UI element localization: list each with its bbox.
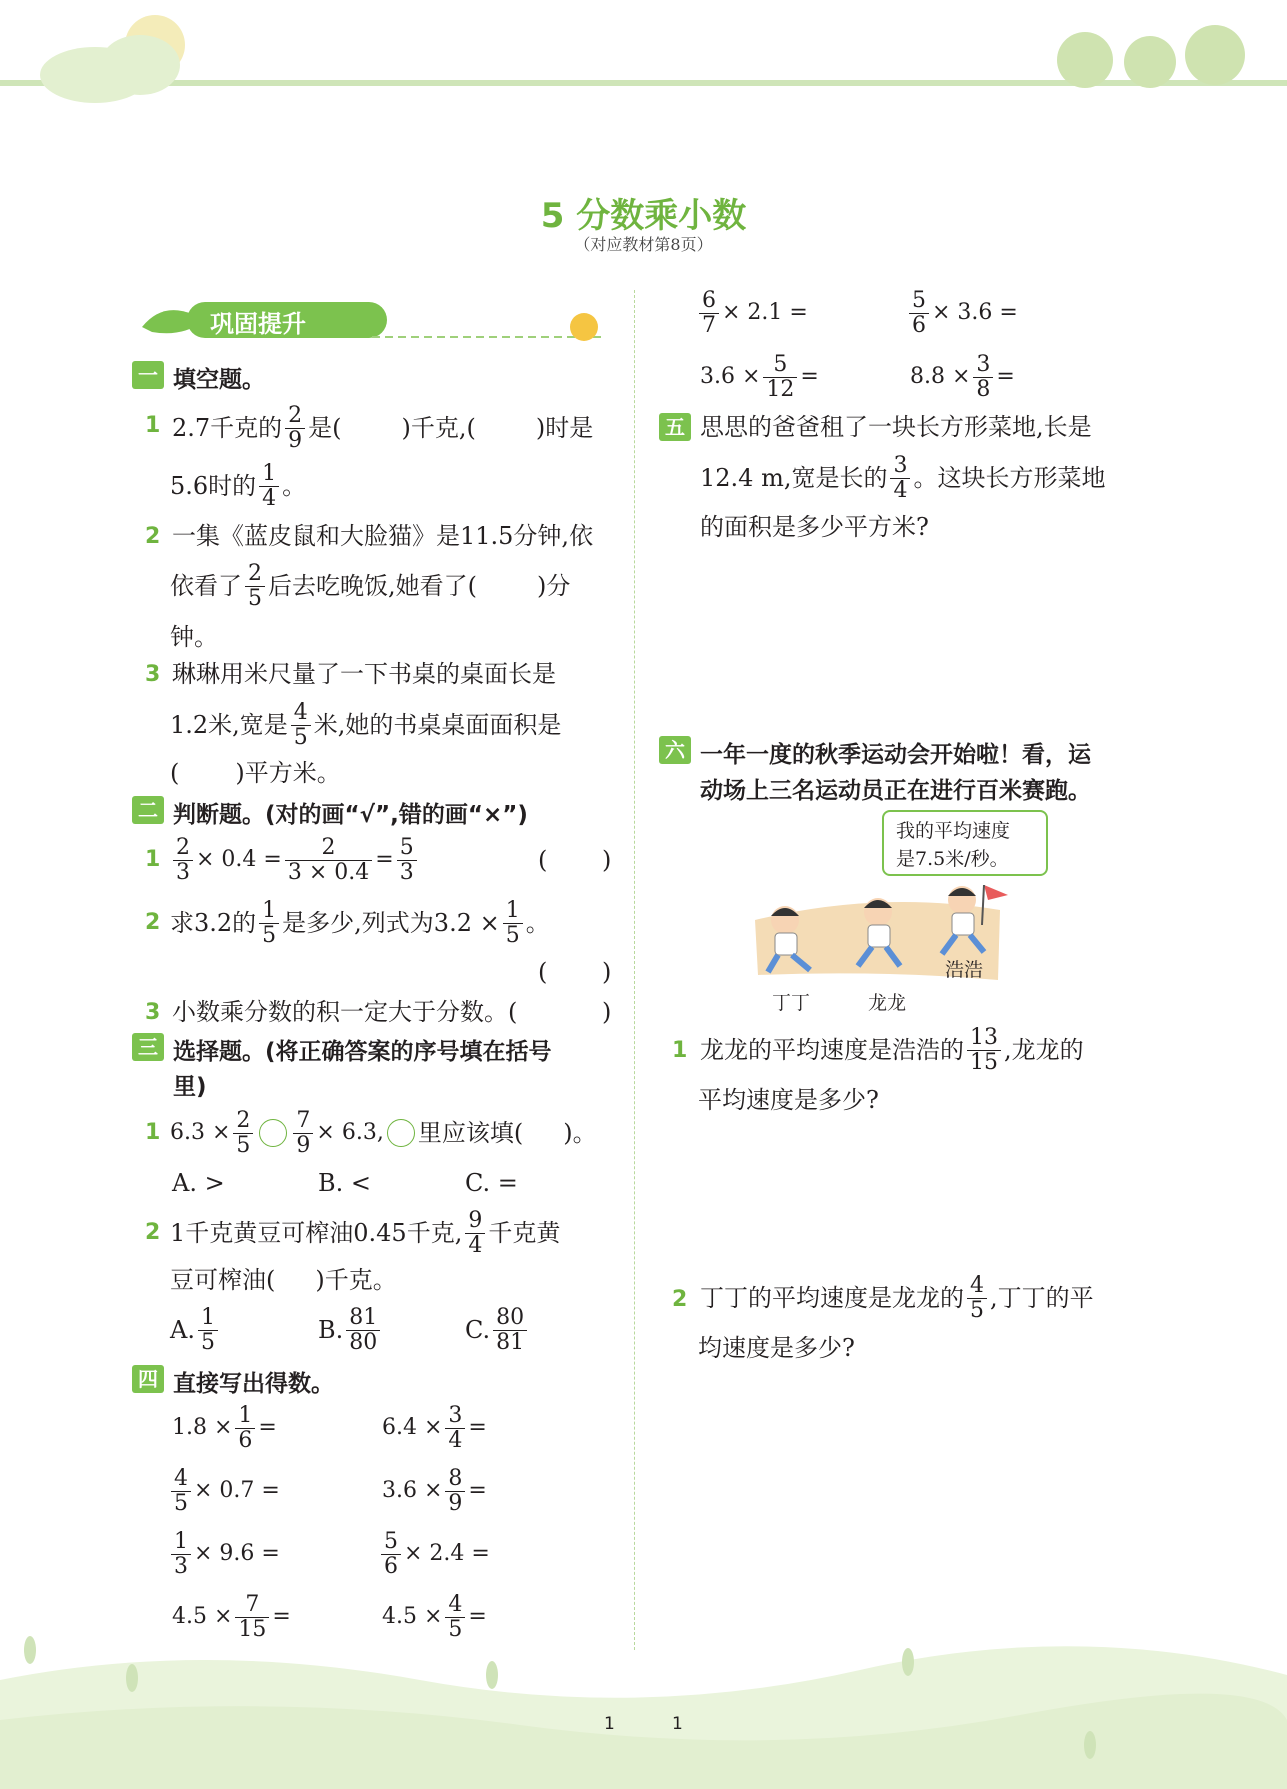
fraction: $\frac{2}{9}$ <box>285 404 305 453</box>
fraction: $\frac{2}{3 \times 0.4}$ <box>285 836 372 885</box>
judge-q2 <box>170 895 550 951</box>
label-longlong: 龙龙 <box>868 992 907 1014</box>
section-badge-3: 三 <box>132 1033 164 1061</box>
fill-q3-line1: 琳琳用米尺量了一下书桌的桌面长是 <box>172 660 556 688</box>
oral-item: $\frac{5}{6}$ × 3.6 = <box>906 285 1018 341</box>
fraction: $\frac{2}{5}$ <box>245 562 265 611</box>
answer-paren-close: ) <box>602 958 612 986</box>
section-title-3-line1: 选择题。(将正确答案的序号填在括号 <box>173 1039 552 1065</box>
text: 丁丁的平均速度是龙龙的 <box>700 1284 964 1312</box>
q6-sub1-line1 <box>700 1022 1084 1078</box>
section-title-3-line2: 里) <box>173 1074 207 1100</box>
question-number: 1 <box>145 847 161 872</box>
q6-sub2-line1 <box>700 1270 1094 1326</box>
fraction: $\frac{9}{4}$ <box>465 1209 485 1258</box>
q5-line1: 思思的爸爸租了一块长方形菜地,长是 <box>700 413 1092 441</box>
section-title-6-line2: 动场上三名运动员正在进行百米赛跑。 <box>700 778 1091 804</box>
label-dingding: 丁丁 <box>772 992 811 1014</box>
fill-q3-line3 <box>170 758 341 788</box>
text: × 6.3, <box>316 1120 384 1145</box>
text: ( <box>170 759 180 787</box>
oral-item: 4.5 × $\frac{4}{5}$ = <box>382 1591 487 1642</box>
section-title-6-line1: 一年一度的秋季运动会开始啦！看，运 <box>700 742 1091 768</box>
q5-line2 <box>700 450 1105 506</box>
text: )分 <box>537 572 571 600</box>
oral-item: $\frac{6}{7}$ × 2.1 = <box>696 285 808 341</box>
text: )千克。 <box>315 1266 397 1294</box>
speech-bubble <box>882 810 1048 876</box>
text: 1.2米,宽是 <box>170 711 288 739</box>
section-title-1: 填空题。 <box>173 367 265 393</box>
text: 12.4 m,宽是长的 <box>700 464 888 492</box>
header-decoration <box>0 0 1287 110</box>
oral-item: $\frac{5}{6}$ × 2.4 = <box>378 1526 490 1582</box>
text: )时是 <box>535 414 594 442</box>
text: 米,她的书桌桌面面积是 <box>313 711 562 739</box>
fill-q2-line3: 钟。 <box>170 623 218 651</box>
oral-item: 6.4 × $\frac{3}{4}$ = <box>382 1402 487 1453</box>
section-badge-4: 四 <box>132 1365 164 1393</box>
question-number: 1 <box>672 1038 688 1063</box>
choice-q2-line1 <box>170 1205 560 1261</box>
question-number: 3 <box>145 1000 161 1025</box>
judge-q3: 小数乘分数的积一定大于分数。( <box>172 998 518 1026</box>
q5-line3: 的面积是多少平方米? <box>700 513 929 541</box>
question-number: 3 <box>145 662 161 687</box>
text: 1千克黄豆可榨油0.45千克, <box>170 1219 463 1247</box>
text: 。 <box>282 472 307 500</box>
text: 千克黄 <box>488 1219 561 1247</box>
answer-paren-open: ( <box>538 846 548 874</box>
fraction: $\frac{1}{5}$ <box>198 1306 218 1355</box>
choice-q2-option-a[interactable]: A. $\frac{1}{5}$ <box>170 1302 221 1358</box>
fill-q1-line1 <box>172 400 593 456</box>
fraction: $\frac{4}{5}$ <box>291 701 311 750</box>
oral-item: 3.6 × $\frac{8}{9}$ = <box>382 1465 487 1516</box>
answer-paren-close: ) <box>602 998 612 1026</box>
section-badge-1: 一 <box>132 361 164 389</box>
text: 里应该填( <box>417 1119 524 1147</box>
fraction: $\frac{2}{3}$ <box>173 836 193 885</box>
question-number: 2 <box>145 524 161 549</box>
footer-hills <box>0 1620 1287 1789</box>
fraction: $\frac{4}{5}$ <box>967 1274 987 1323</box>
fraction: $\frac{1}{5}$ <box>259 899 279 948</box>
label-haohao: 浩浩 <box>945 959 984 981</box>
page-number-right: 1 <box>672 1714 683 1734</box>
text: )平方米。 <box>235 759 341 787</box>
question-number: 2 <box>145 1220 161 1245</box>
answer-circle[interactable] <box>387 1119 415 1147</box>
oral-item: 3.6 × $\frac{5}{12}$ = <box>700 351 819 402</box>
text: = <box>375 847 394 872</box>
text: 求3.2的 <box>170 909 257 937</box>
q6-sub2-line2: 均速度是多少? <box>698 1334 855 1362</box>
text: ,龙龙的 <box>1004 1036 1084 1064</box>
text: 是( <box>308 414 342 442</box>
text: 6.3 × <box>170 1120 231 1145</box>
text: )。 <box>563 1119 597 1147</box>
answer-circle[interactable] <box>259 1119 287 1147</box>
choice-q1 <box>170 1105 597 1161</box>
question-number: 1 <box>145 1120 161 1145</box>
fraction: $\frac{2}{5}$ <box>233 1109 253 1158</box>
answer-paren-open: ( <box>538 958 548 986</box>
choice-q1-option-b[interactable]: B. < <box>318 1169 372 1197</box>
answer-paren-close: ) <box>602 846 612 874</box>
fraction: $\frac{5}{3}$ <box>397 836 417 885</box>
oral-item: 8.8 × $\frac{3}{8}$ = <box>910 351 1015 402</box>
text: × 0.4 = <box>196 847 282 872</box>
choice-q2-option-c[interactable]: C. $\frac{80}{81}$ <box>465 1302 530 1358</box>
fraction: $\frac{13}{15}$ <box>967 1026 1001 1075</box>
fill-q2-line2 <box>170 558 570 614</box>
section-badge-5: 五 <box>659 413 691 441</box>
page-number-left: 1 <box>604 1714 615 1734</box>
text: 2.7千克的 <box>172 414 283 442</box>
oral-item: 1.8 × $\frac{1}{6}$ = <box>172 1402 277 1453</box>
bubble-text-2: 是7.5米/秒。 <box>896 848 1009 870</box>
text: 。 <box>525 909 550 937</box>
fill-q3-line2 <box>170 697 561 753</box>
text: 龙龙的平均速度是浩浩的 <box>700 1036 964 1064</box>
text: 是多少,列式为3.2 × <box>282 909 500 937</box>
text: 后去吃晚饭,她看了( <box>268 572 477 600</box>
choice-q1-option-a[interactable]: A. > <box>172 1169 225 1197</box>
bubble-text-1: 我的平均速度 <box>896 820 1011 842</box>
fraction: $\frac{3}{4}$ <box>890 454 910 503</box>
fraction: $\frac{81}{80}$ <box>346 1306 380 1355</box>
question-number: 1 <box>145 413 161 438</box>
fraction: $\frac{80}{81}$ <box>493 1306 527 1355</box>
question-number: 2 <box>145 910 161 935</box>
choice-q2-option-b[interactable]: B. $\frac{81}{80}$ <box>318 1302 383 1358</box>
text: 依看了 <box>170 572 242 600</box>
fill-q1-line2 <box>170 458 306 514</box>
choice-q1-option-c[interactable]: C. = <box>465 1169 518 1197</box>
text: )千克,( <box>401 414 476 442</box>
text: 。这块长方形菜地 <box>913 464 1106 492</box>
judge-q1 <box>170 832 420 888</box>
text: 5.6时的 <box>170 472 257 500</box>
oral-item: $\frac{4}{5}$ × 0.7 = <box>168 1463 280 1519</box>
fraction: $\frac{1}{5}$ <box>503 899 523 948</box>
fraction: $\frac{1}{4}$ <box>259 462 279 511</box>
fraction: $\frac{7}{9}$ <box>293 1109 313 1158</box>
column-divider <box>634 290 635 1650</box>
banner-label: 巩固提升 <box>210 310 306 338</box>
banner-graphic <box>132 292 612 342</box>
text: ,丁丁的平 <box>990 1284 1094 1312</box>
q6-sub1-line2: 平均速度是多少? <box>698 1086 879 1114</box>
section-title-2: 判断题。(对的画“√”,错的画“×”) <box>173 802 528 828</box>
oral-item: $\frac{1}{3}$ × 9.6 = <box>168 1526 280 1582</box>
section-badge-6: 六 <box>659 736 691 764</box>
section-title-4: 直接写出得数。 <box>173 1371 334 1397</box>
section-badge-2: 二 <box>132 796 164 824</box>
page-title: 5 分数乘小数 <box>540 196 747 236</box>
choice-q2-line2 <box>170 1265 397 1295</box>
page-subtitle: （对应教材第8页） <box>574 235 713 254</box>
text: 豆可榨油( <box>170 1266 276 1294</box>
banner <box>132 292 612 342</box>
oral-item: 4.5 × $\frac{7}{15}$ = <box>172 1591 291 1642</box>
question-number: 2 <box>672 1287 688 1312</box>
fill-q2-line1: 一集《蓝皮鼠和大脸猫》是11.5分钟,依 <box>172 522 594 550</box>
